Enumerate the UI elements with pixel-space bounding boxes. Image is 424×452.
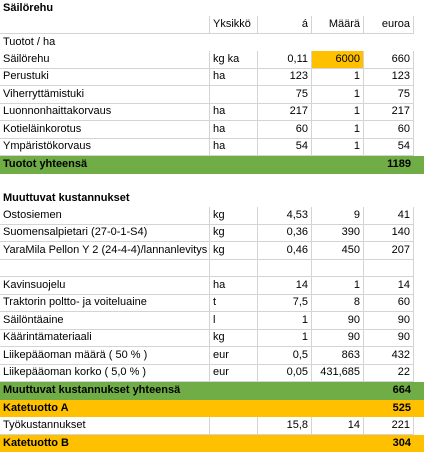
cost-row-total-cell[interactable]: [364, 260, 414, 278]
cost-row-qty-cell[interactable]: 390: [312, 225, 364, 243]
labour-row-total-cell[interactable]: 221: [364, 417, 414, 435]
variable-costs-caption: [0, 190, 424, 208]
cost-row: [0, 260, 424, 278]
cost-row-total-cell[interactable]: 432: [364, 347, 414, 365]
cost-row-label-cell[interactable]: Kavinsuojelu: [0, 277, 210, 295]
margin-b-row: [0, 435, 424, 452]
income-total-row-total-cell[interactable]: 1189: [364, 156, 414, 174]
cost-row-qty-cell[interactable]: 90: [312, 330, 364, 348]
income-row-label-cell[interactable]: Kotieläinkorotus: [0, 121, 210, 139]
income-row-qty-cell[interactable]: 1: [312, 121, 364, 139]
income-row: [0, 104, 424, 122]
income-caption: [0, 34, 424, 52]
cost-row-total-cell[interactable]: 41: [364, 207, 414, 225]
income-row-qty-cell[interactable]: 1: [312, 139, 364, 157]
income-row-total-cell[interactable]: 75: [364, 86, 414, 104]
column-header-row-price-cell[interactable]: á: [258, 16, 312, 34]
cost-row-label-cell[interactable]: Säilöntäaine: [0, 312, 210, 330]
cost-row-label-cell[interactable]: Ostosiemen: [0, 207, 210, 225]
income-row-total-cell[interactable]: 217: [364, 104, 414, 122]
income-row-label-cell[interactable]: Viherryttämistuki: [0, 86, 210, 104]
variable-costs-caption-qty-cell[interactable]: [312, 190, 364, 208]
labour-row-label-cell[interactable]: Työkustannukset: [0, 417, 210, 435]
cost-row-price-cell[interactable]: 0,05: [258, 365, 312, 383]
cost-row-qty-cell[interactable]: 431,685: [312, 365, 364, 383]
variable-costs-caption-price-cell[interactable]: [258, 190, 312, 208]
cost-total-row-unit-cell[interactable]: [210, 382, 258, 400]
income-row-qty-cell[interactable]: 1: [312, 86, 364, 104]
cost-row-qty-cell[interactable]: 9: [312, 207, 364, 225]
cost-row-total-cell[interactable]: 22: [364, 365, 414, 383]
cost-row-label-cell[interactable]: Liikepääoman määrä ( 50 % ): [0, 347, 210, 365]
cost-row-price-cell[interactable]: 14: [258, 277, 312, 295]
income-row-price-cell[interactable]: 54: [258, 139, 312, 157]
cost-total-row-qty-cell[interactable]: [312, 382, 364, 400]
margin-b-row-unit-cell[interactable]: [210, 435, 258, 452]
column-header-row-qty-cell[interactable]: Määrä: [312, 16, 364, 34]
margin-a-row: [0, 400, 424, 418]
cost-row-price-cell[interactable]: 0,5: [258, 347, 312, 365]
cost-row-total-cell[interactable]: 90: [364, 312, 414, 330]
income-row: [0, 51, 424, 69]
income-row-unit-cell[interactable]: ha: [210, 139, 258, 157]
cost-row-label-cell[interactable]: Suomensalpietari (27-0-1-S4): [0, 225, 210, 243]
income-row-price-cell[interactable]: 75: [258, 86, 312, 104]
labour-row-price-cell[interactable]: 15,8: [258, 417, 312, 435]
income-row-price-cell[interactable]: 217: [258, 104, 312, 122]
labour-row-unit-cell[interactable]: [210, 417, 258, 435]
cost-row-unit-cell[interactable]: eur: [210, 365, 258, 383]
income-row-unit-cell[interactable]: ha: [210, 121, 258, 139]
cost-total-row-label-cell[interactable]: Muuttuvat kustannukset yhteensä: [0, 382, 210, 400]
cost-row-unit-cell[interactable]: l: [210, 312, 258, 330]
margin-a-row-price-cell[interactable]: [258, 400, 312, 418]
income-row-unit-cell[interactable]: ha: [210, 104, 258, 122]
cost-row-label-cell[interactable]: [0, 260, 210, 278]
income-total-row-price-cell[interactable]: [258, 156, 312, 174]
cost-row-qty-cell[interactable]: [312, 260, 364, 278]
cost-total-row-total-cell[interactable]: 664: [364, 382, 414, 400]
income-row-label-cell[interactable]: Luonnonhaittakorvaus: [0, 104, 210, 122]
income-row-price-cell[interactable]: 0,11: [258, 51, 312, 69]
income-total-row-qty-cell[interactable]: [312, 156, 364, 174]
cost-row-total-cell[interactable]: 14: [364, 277, 414, 295]
cost-row-price-cell[interactable]: 7,5: [258, 295, 312, 313]
cost-row-unit-cell[interactable]: eur: [210, 347, 258, 365]
cost-row-total-cell[interactable]: 90: [364, 330, 414, 348]
income-row: [0, 69, 424, 87]
cost-row-label-cell[interactable]: Käärintämateriaali: [0, 330, 210, 348]
column-header-row: [0, 16, 424, 34]
column-header-row-label-cell[interactable]: [0, 16, 210, 34]
income-caption-unit-cell[interactable]: [210, 34, 258, 52]
income-row-unit-cell[interactable]: ha: [210, 69, 258, 87]
cost-row-total-cell[interactable]: 207: [364, 242, 414, 260]
income-row: [0, 139, 424, 157]
cost-total-row-price-cell[interactable]: [258, 382, 312, 400]
income-caption-label-cell[interactable]: Tuotot / ha: [0, 34, 210, 52]
margin-a-row-total-cell[interactable]: 525: [364, 400, 414, 418]
sheet-title-qty-cell[interactable]: [312, 0, 364, 16]
column-header-row-total-cell[interactable]: euroa: [364, 16, 414, 34]
cost-row: [0, 347, 424, 365]
margin-a-row-qty-cell[interactable]: [312, 400, 364, 418]
cost-row-total-cell[interactable]: 140: [364, 225, 414, 243]
margin-a-row-unit-cell[interactable]: [210, 400, 258, 418]
margin-a-row-label-cell[interactable]: Katetuotto A: [0, 400, 210, 418]
income-row-total-cell[interactable]: 660: [364, 51, 414, 69]
sheet-title-unit-cell[interactable]: [210, 0, 258, 16]
cost-row: [0, 312, 424, 330]
margin-b-row-qty-cell[interactable]: [312, 435, 364, 452]
cost-row: [0, 365, 424, 383]
income-row-total-cell[interactable]: 60: [364, 121, 414, 139]
cost-row-qty-cell[interactable]: 1: [312, 277, 364, 295]
income-total-row: [0, 156, 424, 174]
cost-row-qty-cell[interactable]: 450: [312, 242, 364, 260]
income-total-row-unit-cell[interactable]: [210, 156, 258, 174]
income-row: [0, 86, 424, 104]
income-row-qty-cell[interactable]: 6000: [312, 51, 364, 69]
income-row-label-cell[interactable]: Säilörehu: [0, 51, 210, 69]
margin-b-row-total-cell[interactable]: 304: [364, 435, 414, 452]
cost-row-unit-cell[interactable]: kg: [210, 242, 258, 260]
cost-row-unit-cell[interactable]: kg: [210, 207, 258, 225]
cost-row-price-cell[interactable]: 1: [258, 312, 312, 330]
cost-row-price-cell[interactable]: 1: [258, 330, 312, 348]
income-row-unit-cell[interactable]: [210, 86, 258, 104]
income-row-label-cell[interactable]: Ympäristökorvaus: [0, 139, 210, 157]
sheet-title-price-cell[interactable]: [258, 0, 312, 16]
income-row-total-cell[interactable]: 54: [364, 139, 414, 157]
income-row-price-cell[interactable]: 123: [258, 69, 312, 87]
cost-row: [0, 277, 424, 295]
cost-row-qty-cell[interactable]: 90: [312, 312, 364, 330]
cost-row-unit-cell[interactable]: t: [210, 295, 258, 313]
income-row-qty-cell[interactable]: 1: [312, 69, 364, 87]
cost-row-price-cell[interactable]: 0,46: [258, 242, 312, 260]
cost-row: [0, 295, 424, 313]
cost-row: [0, 330, 424, 348]
cost-row: [0, 225, 424, 243]
cost-row-price-cell[interactable]: [258, 260, 312, 278]
cost-total-row: [0, 382, 424, 400]
cost-row-unit-cell[interactable]: ha: [210, 277, 258, 295]
sheet-title-total-cell[interactable]: [364, 0, 414, 16]
cost-row-unit-cell[interactable]: [210, 260, 258, 278]
income-row-price-cell[interactable]: 60: [258, 121, 312, 139]
income-caption-price-cell[interactable]: [258, 34, 312, 52]
income-row-total-cell[interactable]: 123: [364, 69, 414, 87]
margin-b-row-label-cell[interactable]: Katetuotto B: [0, 435, 210, 452]
cost-row-label-cell[interactable]: YaraMila Pellon Y 2 (24-4-4)/lannanlevitys: [0, 242, 210, 260]
cost-row-total-cell[interactable]: 60: [364, 295, 414, 313]
variable-costs-caption-unit-cell[interactable]: [210, 190, 258, 208]
cost-row: [0, 242, 424, 260]
variable-costs-caption-label-cell[interactable]: Muuttuvat kustannukset: [0, 190, 210, 208]
income-row-unit-cell[interactable]: kg ka: [210, 51, 258, 69]
income-total-row-label-cell[interactable]: Tuotot yhteensä: [0, 156, 210, 174]
margin-b-row-price-cell[interactable]: [258, 435, 312, 452]
column-header-row-unit-cell[interactable]: Yksikkö: [210, 16, 258, 34]
income-row: [0, 121, 424, 139]
income-row-label-cell[interactable]: Perustuki: [0, 69, 210, 87]
cost-row-qty-cell[interactable]: 8: [312, 295, 364, 313]
cost-row-unit-cell[interactable]: kg: [210, 225, 258, 243]
labour-row-qty-cell[interactable]: 14: [312, 417, 364, 435]
cost-row: [0, 207, 424, 225]
cost-row-qty-cell[interactable]: 863: [312, 347, 364, 365]
sheet-title-label-cell[interactable]: Säilörehu: [0, 0, 210, 16]
income-row-qty-cell[interactable]: 1: [312, 104, 364, 122]
labour-row: [0, 417, 424, 435]
cost-row-unit-cell[interactable]: kg: [210, 330, 258, 348]
cost-row-label-cell[interactable]: Liikepääoman korko ( 5,0 % ): [0, 365, 210, 383]
income-caption-qty-cell[interactable]: [312, 34, 364, 52]
variable-costs-caption-total-cell[interactable]: [364, 190, 414, 208]
cost-row-label-cell[interactable]: Traktorin poltto- ja voiteluaine: [0, 295, 210, 313]
cost-row-price-cell[interactable]: 0,36: [258, 225, 312, 243]
income-caption-total-cell[interactable]: [364, 34, 414, 52]
cost-row-price-cell[interactable]: 4,53: [258, 207, 312, 225]
sheet-title: [0, 0, 424, 16]
